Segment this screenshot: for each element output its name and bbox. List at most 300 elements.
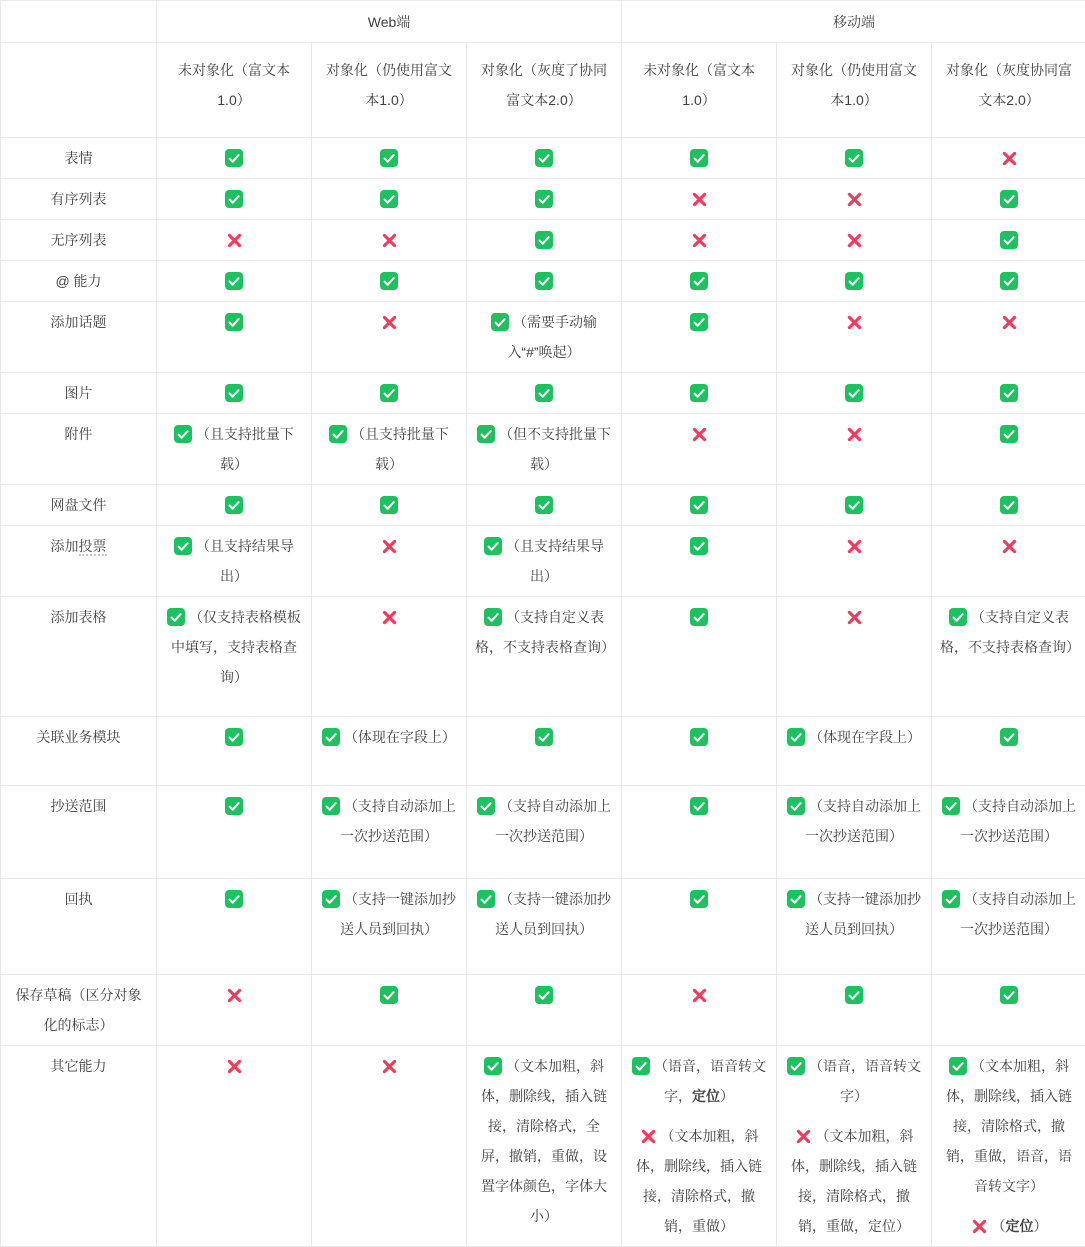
feature-label: 其它能力 bbox=[1, 1046, 157, 1247]
check-icon bbox=[174, 537, 192, 555]
check-icon bbox=[690, 537, 708, 555]
cell-note: （且支持批量下载） bbox=[196, 426, 294, 472]
feature-cell bbox=[312, 179, 467, 220]
check-icon bbox=[535, 149, 553, 167]
feature-cell bbox=[312, 485, 467, 526]
feature-cell bbox=[777, 138, 932, 179]
check-icon bbox=[225, 797, 243, 815]
cross-icon bbox=[1001, 538, 1018, 555]
check-icon bbox=[845, 384, 863, 402]
check-mark bbox=[475, 1051, 613, 1231]
feature-cell bbox=[622, 138, 777, 179]
cross-mark bbox=[630, 184, 768, 214]
feature-cell bbox=[467, 786, 622, 879]
check-mark bbox=[165, 791, 303, 821]
feature-cell bbox=[312, 597, 467, 717]
check-mark bbox=[940, 378, 1078, 408]
feature-cell bbox=[312, 1046, 467, 1247]
check-icon bbox=[632, 1057, 650, 1075]
feature-cell bbox=[467, 373, 622, 414]
column-header: 未对象化（富文本 1.0） bbox=[622, 43, 777, 138]
table-row bbox=[1, 1046, 1085, 1247]
check-mark bbox=[165, 307, 303, 337]
check-icon bbox=[225, 313, 243, 331]
feature-cell bbox=[467, 261, 622, 302]
cell-note: （仅支持表格模板中填写，支持表格查询） bbox=[171, 609, 301, 685]
cross-icon bbox=[381, 1058, 398, 1075]
table-row bbox=[1, 414, 1085, 485]
check-icon bbox=[491, 313, 509, 331]
cell-note: （支持自动添加上一次抄送范围） bbox=[495, 798, 611, 844]
cross-mark bbox=[165, 1051, 303, 1081]
check-mark bbox=[165, 378, 303, 408]
feature-cell bbox=[777, 975, 932, 1046]
check-mark bbox=[320, 419, 458, 479]
feature-cell bbox=[777, 485, 932, 526]
cross-mark bbox=[785, 307, 923, 337]
check-mark bbox=[165, 722, 303, 752]
cross-icon bbox=[381, 538, 398, 555]
feature-cell bbox=[312, 786, 467, 879]
check-icon bbox=[690, 728, 708, 746]
cross-icon bbox=[1001, 314, 1018, 331]
check-icon bbox=[484, 608, 502, 626]
check-mark bbox=[940, 490, 1078, 520]
feature-cell bbox=[312, 717, 467, 786]
check-icon bbox=[690, 797, 708, 815]
check-mark bbox=[630, 143, 768, 173]
cross-icon bbox=[381, 314, 398, 331]
column-header: 对象化（仍使用富文本1.0） bbox=[777, 43, 932, 138]
feature-cell bbox=[467, 717, 622, 786]
check-mark bbox=[785, 980, 923, 1010]
feature-cell bbox=[777, 261, 932, 302]
feature-label: 添加表格 bbox=[1, 597, 157, 717]
check-mark bbox=[630, 602, 768, 632]
check-icon bbox=[690, 149, 708, 167]
check-icon bbox=[690, 384, 708, 402]
check-mark bbox=[785, 722, 923, 752]
cross-mark bbox=[165, 225, 303, 255]
feature-cell bbox=[622, 526, 777, 597]
cell-note: （支持自定义表格，不支持表格查询） bbox=[940, 609, 1080, 655]
check-mark bbox=[630, 378, 768, 408]
check-mark bbox=[940, 419, 1078, 449]
cross-mark bbox=[785, 602, 923, 632]
cell-note: （支持自定义表格，不支持表格查询） bbox=[475, 609, 615, 655]
feature-column-header bbox=[1, 43, 157, 138]
check-mark bbox=[785, 266, 923, 296]
table-row bbox=[1, 261, 1085, 302]
feature-cell bbox=[312, 302, 467, 373]
cross-icon bbox=[846, 538, 863, 555]
feature-label: 附件 bbox=[1, 414, 157, 485]
feature-cell bbox=[622, 597, 777, 717]
feature-cell bbox=[157, 138, 312, 179]
check-icon bbox=[225, 728, 243, 746]
feature-label: 关联业务模块 bbox=[1, 717, 157, 786]
check-mark bbox=[630, 307, 768, 337]
feature-cell bbox=[777, 220, 932, 261]
feature-cell bbox=[467, 220, 622, 261]
check-icon bbox=[484, 1057, 502, 1075]
check-icon bbox=[1000, 384, 1018, 402]
cross-mark bbox=[320, 1051, 458, 1081]
feature-cell bbox=[622, 717, 777, 786]
check-mark bbox=[940, 266, 1078, 296]
cell-note: （且支持批量下载） bbox=[351, 426, 449, 472]
feature-cell bbox=[932, 717, 1085, 786]
feature-cell bbox=[312, 220, 467, 261]
check-icon bbox=[787, 728, 805, 746]
check-mark bbox=[630, 791, 768, 821]
feature-cell bbox=[777, 717, 932, 786]
cross-mark bbox=[785, 419, 923, 449]
check-mark bbox=[940, 184, 1078, 214]
check-icon bbox=[1000, 425, 1018, 443]
feature-cell bbox=[312, 879, 467, 975]
feature-cell bbox=[622, 975, 777, 1046]
check-icon bbox=[949, 608, 967, 626]
check-icon bbox=[380, 986, 398, 1004]
feature-cell bbox=[622, 485, 777, 526]
cross-mark bbox=[940, 531, 1078, 561]
cross-mark bbox=[630, 225, 768, 255]
check-icon bbox=[225, 149, 243, 167]
feature-cell bbox=[622, 261, 777, 302]
feature-label: @ 能力 bbox=[1, 261, 157, 302]
check-icon bbox=[477, 890, 495, 908]
feature-cell bbox=[932, 485, 1085, 526]
check-mark bbox=[475, 143, 613, 173]
platform-group-header: Web端 bbox=[157, 1, 622, 43]
check-mark bbox=[165, 531, 303, 591]
cross-icon bbox=[691, 987, 708, 1004]
check-mark bbox=[475, 225, 613, 255]
cell-note: （体现在字段上） bbox=[344, 729, 456, 745]
cell-note: （支持自动添加上一次抄送范围） bbox=[805, 798, 921, 844]
cross-mark bbox=[785, 1121, 923, 1241]
check-mark bbox=[630, 531, 768, 561]
check-mark bbox=[630, 722, 768, 752]
column-header: 对象化（灰度了协同富文本2.0） bbox=[467, 43, 622, 138]
check-icon bbox=[690, 496, 708, 514]
feature-cell bbox=[467, 1046, 622, 1247]
column-header: 未对象化（富文本 1.0） bbox=[157, 43, 312, 138]
feature-cell bbox=[157, 373, 312, 414]
check-mark bbox=[475, 791, 613, 851]
feature-cell bbox=[932, 597, 1085, 717]
check-mark bbox=[475, 266, 613, 296]
cell-note: （且支持结果导出） bbox=[196, 538, 294, 584]
table-row bbox=[1, 373, 1085, 414]
feature-label: 添加投票 bbox=[1, 526, 157, 597]
check-mark bbox=[785, 490, 923, 520]
feature-cell bbox=[157, 414, 312, 485]
check-icon bbox=[322, 797, 340, 815]
table-row bbox=[1, 717, 1085, 786]
cross-mark bbox=[320, 225, 458, 255]
cross-icon bbox=[691, 232, 708, 249]
table-row bbox=[1, 879, 1085, 975]
cross-icon bbox=[226, 232, 243, 249]
cell-note: （支持一键添加抄送人员到回执） bbox=[805, 891, 921, 937]
check-mark bbox=[785, 1051, 923, 1111]
feature-cell bbox=[622, 179, 777, 220]
cross-mark bbox=[940, 1211, 1078, 1241]
feature-cell bbox=[312, 373, 467, 414]
feature-cell bbox=[777, 1046, 932, 1247]
feature-cell bbox=[622, 786, 777, 879]
check-icon bbox=[845, 272, 863, 290]
feature-cell bbox=[467, 597, 622, 717]
feature-cell bbox=[777, 526, 932, 597]
cell-note: （支持自动添加上一次抄送范围） bbox=[960, 798, 1076, 844]
feature-label: 表情 bbox=[1, 138, 157, 179]
check-icon bbox=[845, 986, 863, 1004]
feature-label: 有序列表 bbox=[1, 179, 157, 220]
check-icon bbox=[690, 272, 708, 290]
feature-cell bbox=[157, 717, 312, 786]
cell-note: （文本加粗，斜体，删除线，插入链接，清除格式，全屏，撤销，重做，设置字体颜色，字体大小） bbox=[481, 1058, 607, 1224]
check-mark bbox=[630, 266, 768, 296]
cross-icon bbox=[795, 1128, 812, 1145]
check-mark bbox=[785, 143, 923, 173]
feature-label: 保存草稿（区分对象化的标志） bbox=[1, 975, 157, 1046]
cross-icon bbox=[691, 426, 708, 443]
cross-icon bbox=[846, 426, 863, 443]
check-icon bbox=[225, 384, 243, 402]
table-body bbox=[1, 138, 1085, 1247]
feature-cell bbox=[932, 179, 1085, 220]
feature-cell bbox=[467, 526, 622, 597]
cross-mark bbox=[630, 1121, 768, 1241]
check-mark bbox=[165, 266, 303, 296]
feature-cell bbox=[622, 879, 777, 975]
check-mark bbox=[940, 884, 1078, 944]
cross-icon bbox=[846, 191, 863, 208]
feature-cell bbox=[312, 261, 467, 302]
check-mark bbox=[320, 722, 458, 752]
cell-note: （需要手动输入“#”唤起） bbox=[507, 314, 597, 360]
cell-note: （但不支持批量下载） bbox=[499, 426, 611, 472]
cross-mark bbox=[320, 307, 458, 337]
feature-cell bbox=[467, 879, 622, 975]
check-icon bbox=[942, 890, 960, 908]
feature-cell bbox=[157, 179, 312, 220]
check-mark bbox=[165, 602, 303, 692]
check-mark bbox=[940, 602, 1078, 662]
cell-note: （文本加粗，斜体，删除线，插入链接，清除格式，撤销，重做，定位） bbox=[791, 1128, 917, 1234]
cell-note: （语音，语音转文字） bbox=[809, 1058, 921, 1104]
check-icon bbox=[167, 608, 185, 626]
feature-label: 无序列表 bbox=[1, 220, 157, 261]
check-mark bbox=[475, 419, 613, 479]
feature-label: 网盘文件 bbox=[1, 485, 157, 526]
cell-note: （文本加粗，斜体，删除线，插入链接，清除格式，撤销，重做，语音，语音转文字） bbox=[946, 1058, 1072, 1194]
check-mark bbox=[475, 307, 613, 367]
cross-mark bbox=[785, 531, 923, 561]
check-icon bbox=[380, 190, 398, 208]
check-mark bbox=[475, 184, 613, 214]
cross-mark bbox=[320, 602, 458, 632]
cross-mark bbox=[320, 531, 458, 561]
feature-cell bbox=[932, 302, 1085, 373]
feature-cell bbox=[777, 597, 932, 717]
feature-cell bbox=[157, 526, 312, 597]
cell-note: （定位） bbox=[991, 1218, 1047, 1234]
check-icon bbox=[787, 890, 805, 908]
feature-cell bbox=[157, 485, 312, 526]
feature-label: 添加话题 bbox=[1, 302, 157, 373]
check-mark bbox=[475, 490, 613, 520]
check-mark bbox=[630, 884, 768, 914]
cross-icon bbox=[226, 1058, 243, 1075]
table-row bbox=[1, 786, 1085, 879]
feature-cell bbox=[157, 261, 312, 302]
cross-icon bbox=[691, 191, 708, 208]
feature-cell bbox=[467, 302, 622, 373]
feature-cell bbox=[622, 220, 777, 261]
check-mark bbox=[940, 1051, 1078, 1201]
check-icon bbox=[322, 890, 340, 908]
table-header bbox=[1, 1, 1085, 138]
check-mark bbox=[630, 490, 768, 520]
feature-cell bbox=[467, 485, 622, 526]
check-icon bbox=[690, 608, 708, 626]
check-icon bbox=[1000, 272, 1018, 290]
check-mark bbox=[165, 419, 303, 479]
feature-cell bbox=[467, 179, 622, 220]
check-mark bbox=[940, 791, 1078, 851]
check-icon bbox=[380, 384, 398, 402]
check-mark bbox=[940, 722, 1078, 752]
check-mark bbox=[320, 980, 458, 1010]
check-mark bbox=[475, 980, 613, 1010]
table-row bbox=[1, 975, 1085, 1046]
check-icon bbox=[690, 890, 708, 908]
check-icon bbox=[225, 272, 243, 290]
cross-icon bbox=[1001, 150, 1018, 167]
feature-cell bbox=[622, 414, 777, 485]
table-row bbox=[1, 526, 1085, 597]
cross-icon bbox=[381, 609, 398, 626]
check-icon bbox=[477, 797, 495, 815]
check-icon bbox=[690, 313, 708, 331]
cross-icon bbox=[846, 232, 863, 249]
check-icon bbox=[787, 1057, 805, 1075]
feature-cell bbox=[777, 302, 932, 373]
check-icon bbox=[535, 384, 553, 402]
check-icon bbox=[380, 272, 398, 290]
cell-note: （体现在字段上） bbox=[809, 729, 921, 745]
cross-mark bbox=[940, 143, 1078, 173]
feature-cell bbox=[157, 975, 312, 1046]
cell-note: （支持自动添加上一次抄送范围） bbox=[960, 891, 1076, 937]
cross-icon bbox=[846, 314, 863, 331]
check-icon bbox=[949, 1057, 967, 1075]
check-icon bbox=[787, 797, 805, 815]
check-icon bbox=[535, 272, 553, 290]
feature-cell bbox=[932, 975, 1085, 1046]
cross-icon bbox=[226, 987, 243, 1004]
check-mark bbox=[630, 1051, 768, 1111]
check-icon bbox=[329, 425, 347, 443]
check-mark bbox=[940, 225, 1078, 255]
feature-cell bbox=[157, 220, 312, 261]
check-mark bbox=[165, 143, 303, 173]
feature-cell bbox=[467, 975, 622, 1046]
check-icon bbox=[1000, 496, 1018, 514]
check-mark bbox=[785, 378, 923, 408]
check-icon bbox=[535, 190, 553, 208]
check-icon bbox=[225, 890, 243, 908]
column-header: 对象化（灰度协同富文本2.0） bbox=[932, 43, 1085, 138]
cross-mark bbox=[630, 980, 768, 1010]
check-icon bbox=[535, 231, 553, 249]
table-row bbox=[1, 302, 1085, 373]
feature-cell bbox=[932, 879, 1085, 975]
feature-cell bbox=[157, 1046, 312, 1247]
check-mark bbox=[475, 602, 613, 662]
feature-cell bbox=[932, 261, 1085, 302]
check-mark bbox=[475, 884, 613, 944]
cell-note: （支持一键添加抄送人员到回执） bbox=[495, 891, 611, 937]
check-icon bbox=[535, 496, 553, 514]
feature-cell bbox=[312, 975, 467, 1046]
feature-cell bbox=[157, 597, 312, 717]
check-icon bbox=[380, 149, 398, 167]
feature-label: 回执 bbox=[1, 879, 157, 975]
feature-label: 图片 bbox=[1, 373, 157, 414]
feature-cell bbox=[312, 526, 467, 597]
feature-cell bbox=[622, 373, 777, 414]
check-mark bbox=[320, 378, 458, 408]
check-icon bbox=[225, 190, 243, 208]
cell-note: （支持一键添加抄送人员到回执） bbox=[340, 891, 456, 937]
feature-cell bbox=[777, 414, 932, 485]
platform-group-header: 移动端 bbox=[622, 1, 1085, 43]
check-icon bbox=[477, 425, 495, 443]
feature-cell bbox=[157, 786, 312, 879]
feature-cell bbox=[932, 526, 1085, 597]
check-mark bbox=[475, 722, 613, 752]
feature-cell bbox=[622, 1046, 777, 1247]
check-mark bbox=[165, 884, 303, 914]
feature-cell bbox=[467, 414, 622, 485]
cell-note: （且支持结果导出） bbox=[506, 538, 604, 584]
feature-cell bbox=[777, 179, 932, 220]
check-icon bbox=[535, 986, 553, 1004]
table-row bbox=[1, 485, 1085, 526]
check-icon bbox=[322, 728, 340, 746]
feature-cell bbox=[932, 1046, 1085, 1247]
check-mark bbox=[165, 490, 303, 520]
check-mark bbox=[785, 884, 923, 944]
column-header: 对象化（仍使用富文本1.0） bbox=[312, 43, 467, 138]
check-mark bbox=[320, 791, 458, 851]
check-icon bbox=[1000, 986, 1018, 1004]
table-row bbox=[1, 138, 1085, 179]
check-icon bbox=[535, 728, 553, 746]
feature-cell bbox=[157, 879, 312, 975]
cross-icon bbox=[381, 232, 398, 249]
check-icon bbox=[1000, 190, 1018, 208]
cross-mark bbox=[785, 225, 923, 255]
check-mark bbox=[475, 378, 613, 408]
check-mark bbox=[165, 184, 303, 214]
check-icon bbox=[1000, 728, 1018, 746]
